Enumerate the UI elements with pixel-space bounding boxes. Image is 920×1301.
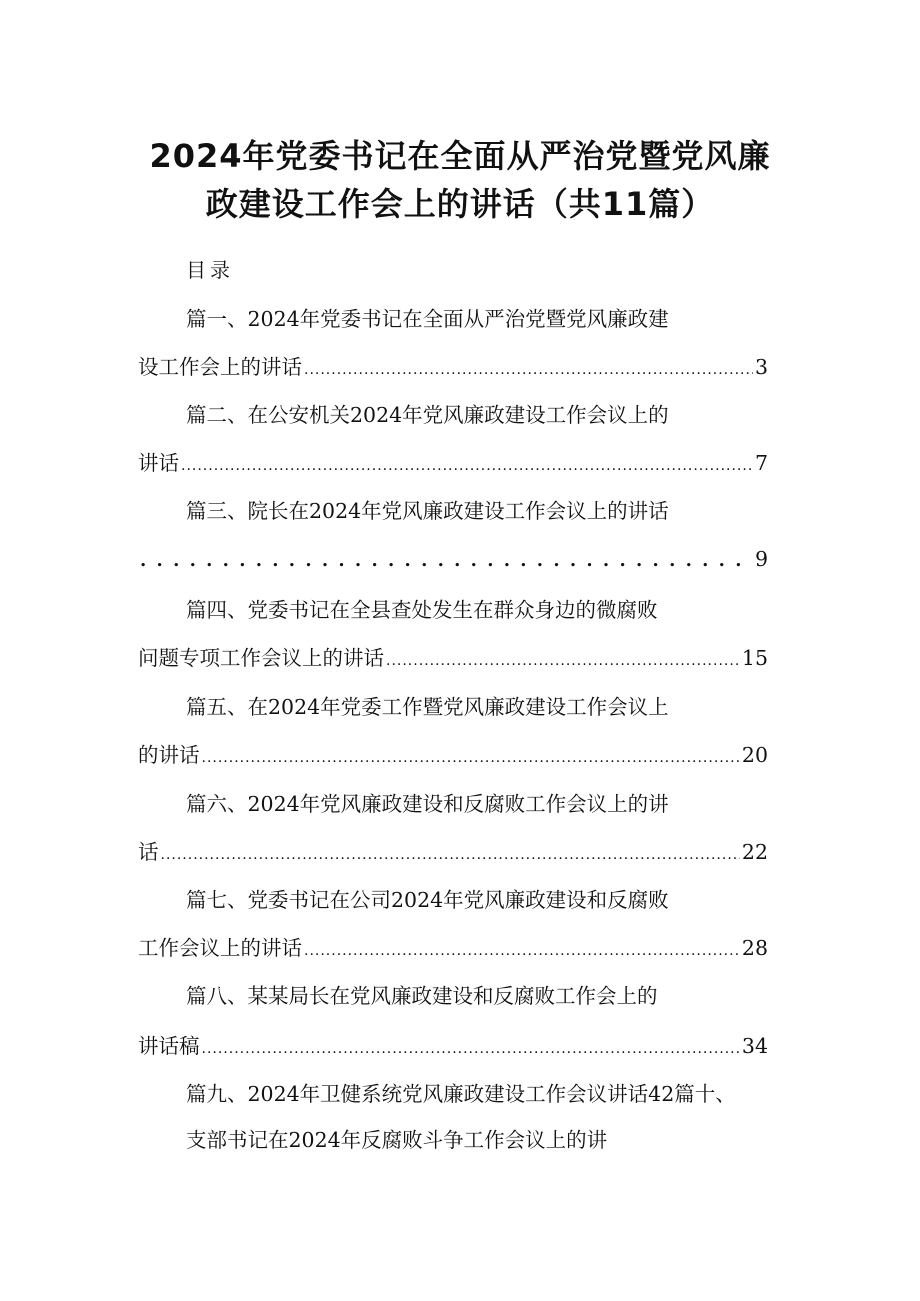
document-title-line-1: 2024年党委书记在全面从严治党暨党风廉 [149,137,771,175]
toc-page-number: 22 [741,840,768,864]
toc-leader-dots [304,937,740,965]
toc-leader-dots [386,647,740,675]
toc-page-number: 7 [754,451,768,475]
toc-trailing-line-2: 支部书记在2024年反腐败斗争工作会议上的讲 [186,1128,608,1152]
toc-page-number: 15 [741,646,768,670]
document-title-line-2: 政建设工作会上的讲话（共11篇） [205,185,715,223]
toc-entry-title: 篇三、院长在2024年党风廉政建设工作会议上的讲话 [186,499,669,523]
toc-leader-dots [161,841,740,869]
toc-entry-title-cont: 问题专项工作会议上的讲话 [138,646,384,670]
toc-leader-dots [202,1035,740,1063]
toc-leader-dots [202,744,740,772]
toc-entry-title: 篇二、在公安机关2024年党风廉政建设工作会议上的 [186,403,669,427]
toc-entry-title-cont: 讲话稿 [138,1034,200,1058]
toc-page-number: 20 [741,743,768,767]
toc-page-number: 9 [754,547,768,571]
toc-entry-title-cont: 话 [138,840,159,864]
toc-page-number: 28 [741,936,768,960]
toc-entry-title: 篇五、在2024年党委工作暨党风廉政建设工作会议上 [186,695,669,719]
toc-entry-title: 篇四、党委书记在全县查处发生在群众身边的微腐败 [186,598,658,622]
toc-entry-title-cont: 工作会议上的讲话 [138,936,302,960]
toc-leader-dots [181,452,753,480]
toc-heading: 目录 [186,258,234,282]
toc-entry-title: 篇七、党委书记在公司2024年党风廉政建设和反腐败 [186,888,669,912]
toc-entry-title-cont: 的讲话 [138,743,200,767]
toc-leader-dots [140,547,753,576]
toc-entry-title-cont: 设工作会上的讲话 [138,355,302,379]
toc-entry-title: 篇一、2024年党委书记在全面从严治党暨党风廉政建 [186,307,669,331]
toc-trailing-line-1: 篇九、2024年卫健系统党风廉政建设工作会议讲话42篇十、 [186,1082,736,1106]
toc-entry-title-cont: 讲话 [138,451,179,475]
toc-entry-title: 篇八、某某局长在党风廉政建设和反腐败工作会上的 [186,984,658,1008]
toc-entry-title: 篇六、2024年党风廉政建设和反腐败工作会议上的讲 [186,792,669,816]
toc-leader-dots [304,356,753,384]
toc-page-number: 34 [741,1034,768,1058]
toc-page-number: 3 [754,355,768,379]
